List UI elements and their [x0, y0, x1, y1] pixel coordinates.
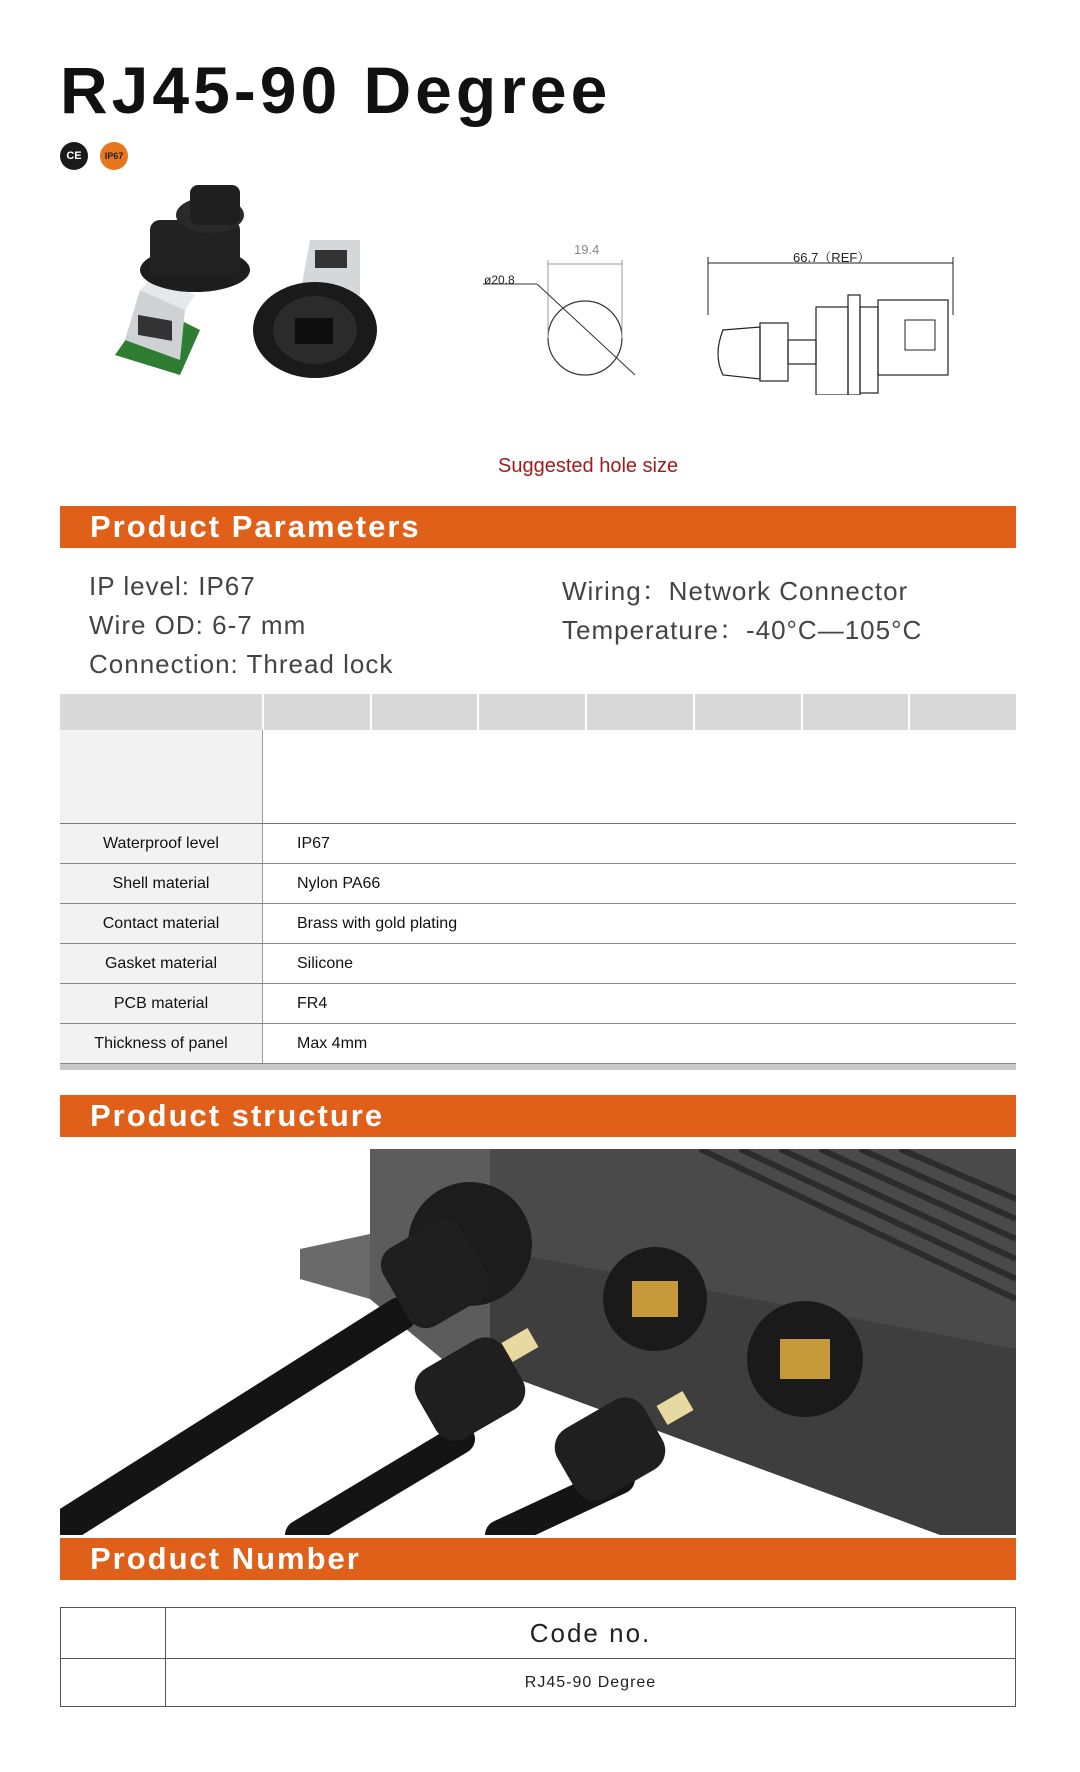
table-row — [61, 1608, 1015, 1659]
product-structure-image — [60, 1149, 1016, 1535]
product-photo — [110, 180, 410, 410]
spec-label: Thickness of panel — [60, 1024, 263, 1063]
param-temperature: Temperature：-40°C—105°C — [562, 615, 923, 645]
spec-label: Waterproof level — [60, 824, 263, 863]
table-row — [60, 1024, 1016, 1064]
code-table — [60, 1607, 1016, 1707]
connector-plug-image — [115, 185, 250, 375]
param-connection: Connection: Thread lock — [89, 649, 394, 679]
table-row — [60, 824, 1016, 864]
ce-mark-icon: CE — [60, 142, 88, 170]
spec-table — [60, 694, 1016, 1070]
table-row — [60, 984, 1016, 1024]
spec-table-header — [60, 694, 1016, 730]
spec-value: Max 4mm — [297, 1034, 368, 1052]
spec-label: PCB material — [60, 984, 263, 1023]
connector-socket-image — [253, 240, 377, 378]
spec-label: Shell material — [60, 864, 263, 903]
spec-value: IP67 — [297, 834, 330, 852]
spec-label: Contact material — [60, 904, 263, 943]
spec-value: FR4 — [297, 994, 328, 1012]
hole-width-label: 19.4 — [574, 242, 600, 257]
spec-value: Nylon PA66 — [297, 874, 381, 892]
product-structure-header: Product structure — [60, 1095, 1016, 1137]
spec-value: Brass with gold plating — [297, 914, 458, 932]
product-parameters-header: Product Parameters — [60, 506, 1016, 548]
code-header: Code no. — [529, 1617, 652, 1648]
param-wire-od: Wire OD: 6-7 mm — [89, 610, 307, 640]
spec-label: Gasket material — [60, 944, 263, 983]
page-title: RJ45-90 Degree — [60, 53, 612, 127]
table-row — [60, 944, 1016, 984]
hole-diameter-label: ø20.8 — [484, 273, 515, 287]
param-ip-level: IP level: IP67 — [89, 571, 256, 601]
table-row — [60, 864, 1016, 904]
dimension-drawing — [705, 255, 960, 395]
length-label: 66.7（REF） — [793, 250, 871, 265]
code-value: RJ45-90 Degree — [524, 1673, 657, 1691]
spec-value: Silicone — [297, 954, 354, 972]
ip67-badge-icon: IP67 — [100, 142, 128, 170]
suggested-hole-caption: Suggested hole size — [498, 455, 679, 477]
product-number-header: Product Number — [60, 1538, 1016, 1580]
hole-size-diagram — [475, 240, 655, 390]
table-row — [61, 1659, 1015, 1706]
spec-table-blank-row — [60, 730, 1016, 824]
param-wiring: Wiring：Network Connector — [562, 576, 909, 606]
table-row — [60, 904, 1016, 944]
